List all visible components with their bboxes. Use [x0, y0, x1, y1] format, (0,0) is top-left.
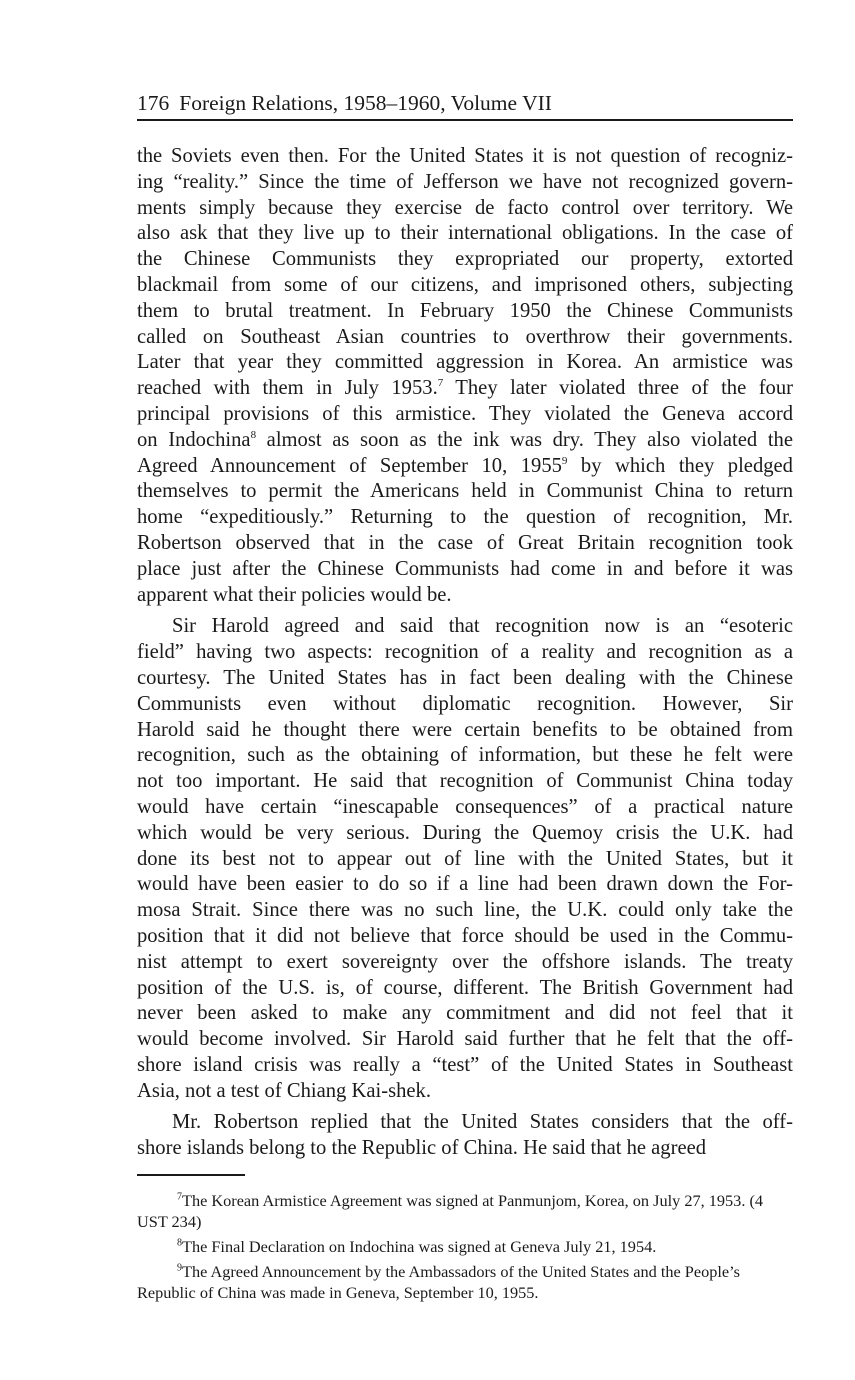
text-line: Later that year they committed aggression in Korea. An armistice was: [137, 351, 793, 374]
text-line: the Soviets even then. For the United States it is not question of recogniz-: [137, 145, 793, 167]
text-line: ments simply because they exercise de facto control over territory. We: [137, 196, 793, 219]
footnote: [137, 1236, 793, 1257]
text-line: not too important. He said that recognition of Communist China today: [137, 770, 793, 793]
text-line: ing “reality.” Since the time of Jefferson we have not recognized govern-: [137, 170, 793, 193]
footnote-number: 8: [177, 1237, 182, 1249]
text-line: position that it did not believe that force should be used in the Commu-: [137, 924, 793, 947]
paragraph: [137, 614, 793, 1104]
text-line: on Indochina$^8$ almost as soon as the ink was dry. They also violated the: [137, 428, 793, 451]
text-line: reached with them in July 1953.$^7$ They later violated three of the four: [137, 377, 794, 400]
text-line: Asia, not a test of Chiang Kai-shek.: [137, 1079, 431, 1102]
footnote: [137, 1261, 793, 1303]
footnote-number: 9: [177, 1262, 182, 1274]
text-line: would become involved. Sir Harold said further that he felt that the off-: [137, 1028, 793, 1051]
text-line: home “expeditiously.” Returning to the question of recognition, Mr.: [137, 506, 793, 529]
running-head: [137, 91, 552, 116]
footnote-divider: [137, 1174, 245, 1176]
text-line: also ask that they live up to their international obligations. In the case of: [137, 222, 793, 245]
text-line: recognition, such as the obtaining of information, but these he felt were: [137, 744, 793, 767]
footnote-text: The Agreed Announcement by the Ambassadors of the United States and the People’s Republic of China was made in Geneva, September 10, 1955.: [137, 1262, 740, 1302]
page-number: 176: [137, 91, 170, 115]
text-line: mosa Strait. Since there was no such line, the U.K. could only take the: [137, 899, 793, 922]
text-line: called on Southeast Asian countries to overthrow their governments.: [137, 325, 793, 348]
paragraph: [137, 1110, 793, 1162]
paragraph: [137, 144, 793, 608]
text-line: blackmail from some of our citizens, and imprisoned others, subjecting: [137, 273, 793, 296]
footnote: [137, 1190, 793, 1232]
text-line: would have been easier to do so if a line had been drawn down the For-: [137, 873, 793, 896]
footnote-marker: 8: [250, 428, 257, 441]
text-line: Agreed Announcement of September 10, 1955$^9$ by which they pledged: [137, 454, 793, 477]
text-line: courtesy. The United States has in fact been dealing with the Chinese: [137, 666, 793, 689]
text-line: which would be very serious. During the Quemoy crisis the U.K. had: [137, 821, 793, 844]
text-line: shore island crisis was really a “test” of the United States in Southeast: [137, 1053, 793, 1076]
text-line: apparent what their policies would be.: [137, 583, 452, 606]
running-title: Foreign Relations, 1958–1960, Volume VII: [179, 91, 552, 115]
text-line: principal provisions of this armistice. They violated the Geneva accord: [137, 402, 793, 425]
text-line: Harold said he thought there were certain benefits to be obtained from: [137, 718, 793, 741]
text-line: done its best not to appear out of line with the United States, but it: [137, 847, 793, 870]
text-line: position of the U.S. is, of course, different. The British Government had: [137, 976, 793, 999]
text-line: Mr. Robertson replied that the United States considers that the off-: [172, 1111, 793, 1134]
text-line: them to brutal treatment. In February 1950 the Chinese Communists: [137, 299, 793, 322]
text-line: themselves to permit the Americans held in Communist China to return: [137, 480, 793, 503]
footnote-marker: 9: [561, 454, 568, 467]
footnote-marker: 7: [437, 377, 444, 390]
text-line: nist attempt to exert sovereignty over the offshore islands. The treaty: [137, 950, 793, 973]
footnote-text: The Final Declaration on Indochina was signed at Geneva July 21, 1954.: [182, 1237, 657, 1256]
footnote-number: 7: [177, 1191, 182, 1203]
footnotes: [137, 1190, 793, 1307]
text-line: Robertson observed that in the case of Great Britain recognition took: [137, 531, 793, 554]
text-line: place just after the Chinese Communists had come in and before it was: [137, 557, 793, 580]
text-line: shore islands belong to the Republic of China. He said that he agreed: [137, 1137, 707, 1160]
text-line: field” having two aspects: recognition of a reality and recognition as a: [137, 641, 793, 664]
footnote-text: The Korean Armistice Agreement was signed at Panmunjom, Korea, on July 27, 1953. (4 UST 234): [137, 1191, 764, 1231]
text-line: Communists even without diplomatic recognition. However, Sir: [137, 692, 793, 715]
text-line: Sir Harold agreed and said that recognition now is an “esoteric: [172, 615, 793, 638]
body-text: [137, 144, 793, 1168]
text-line: would have certain “inescapable consequences” of a practical nature: [137, 795, 793, 818]
text-line: the Chinese Communists they expropriated our property, extorted: [137, 248, 793, 271]
page-header: [137, 89, 793, 121]
text-line: never been asked to make any commitment and did not feel that it: [137, 1002, 793, 1025]
